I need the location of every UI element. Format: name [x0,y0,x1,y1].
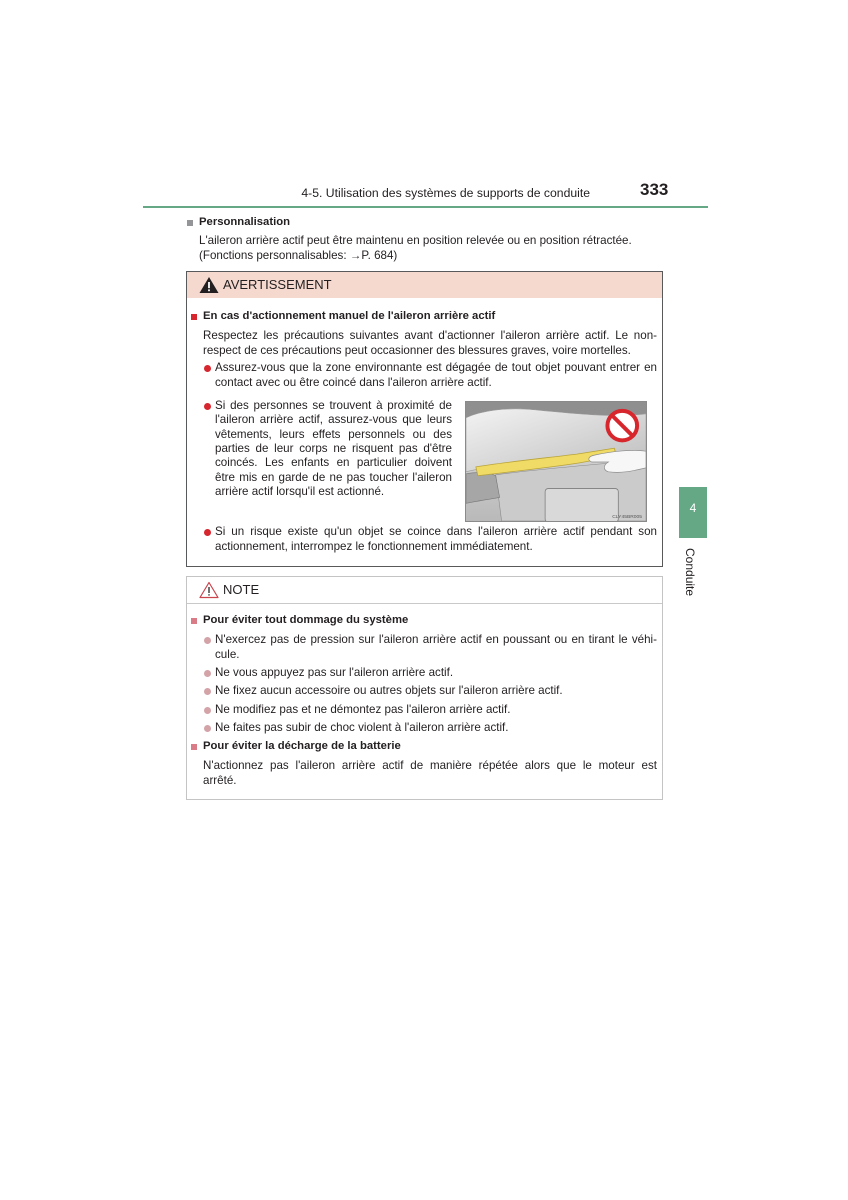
round-bullet-icon [204,403,211,410]
illustration-canvas [466,402,646,521]
warning-box [186,271,663,567]
note-triangle-icon [199,581,219,599]
warning-bullet-line: Assurez-vous que la zone environnante est dégagée de tout objet pouvant entrer en [215,361,657,374]
round-bullet-icon [204,707,211,714]
note-heading: Pour éviter la décharge de la batterie [203,740,401,752]
body-text-line: L'aileron arrière actif peut être maintenu en position relevée ou en position rétractée. [199,234,632,247]
note-label: NOTE [223,582,260,597]
warning-intro-line: Respectez les précautions suivantes avant d'actionner l'aileron arrière actif. Le non- [203,329,657,342]
note-bullet-line: Ne fixez aucun accessoire ou autres objets sur l'aileron arrière actif. [215,684,563,697]
chapter-title: Conduite [683,548,697,597]
chapter-number: 4 [689,501,697,515]
note-bullet-line: N'exercez pas de pression sur l'aileron arrière actif en poussant ou en tirant le véhi- [215,633,657,646]
note-bullet-line: cule. [215,648,240,661]
round-bullet-icon [204,529,211,536]
round-bullet-icon [204,670,211,677]
spoiler-hazard-illustration [465,401,647,522]
figure-code: CLY45BR005 [612,515,643,521]
note-box [186,576,663,800]
round-bullet-icon [204,365,211,372]
note-heading: Pour éviter tout dommage du système [203,614,409,626]
warning-label: AVERTISSEMENT [223,277,332,292]
round-bullet-icon [204,637,211,644]
warning-bullet-line: l'aileron arrière actif, assurez-vous que leurs [215,413,452,426]
section-heading: Personnalisation [199,216,291,228]
note-bullet-line: Ne faites pas subir de choc violent à l'aileron arrière actif. [215,721,509,734]
warning-bullet-line: Si des personnes se trouvent à proximité de [215,399,452,412]
note-bullet-line: Ne modifiez pas et ne démontez pas l'aileron arrière actif. [215,703,511,716]
square-bullet-icon [191,314,197,320]
warning-bullet-line: actionnement, interrompez le fonctionnement immédiatement. [215,540,533,553]
round-bullet-icon [204,725,211,732]
prohibition-icon [607,411,637,441]
square-bullet-icon [191,618,197,624]
warning-bullet-line: contact avec ou être coincé dans l'aileron arrière actif. [215,376,492,389]
warning-bullet-line: parties de leur corps ne risquent pas d'être [215,442,452,455]
note-text-line: N'actionnez pas l'aileron arrière actif de manière répétée alors que le moteur est [203,759,657,772]
body-text-line: (Fonctions personnalisables: →P. 684) [199,249,398,262]
warning-triangle-icon [199,276,219,294]
note-bullet-line: Ne vous appuyez pas sur l'aileron arrière actif. [215,666,454,679]
warning-bullet-line: Si un risque existe qu'un objet se coince dans l'aileron arrière actif pendant son [215,525,657,538]
round-bullet-icon [204,688,211,695]
warning-intro-line: respect de ces précautions peut occasionner des blessures graves, voire mortelles. [203,344,631,357]
note-text-line: arrêté. [203,774,237,787]
chapter-tab [679,487,707,538]
warning-bullet-line: arrière actif lorsqu'il est actionné. [215,485,385,498]
square-bullet-icon [191,744,197,750]
header-rule [143,206,708,208]
page-number: 333 [640,180,669,199]
running-header-title: 4-5. Utilisation des systèmes de supports de conduite [301,186,590,200]
warning-bullet-line: coincés. Les enfants en particulier doivent [215,456,452,469]
warning-bullet-line: être mis en garde de ne pas toucher l'aileron [215,471,452,484]
square-bullet-icon [187,220,193,226]
warning-bullet-line: vêtements, leurs effets personnels ou des [215,428,452,441]
warning-heading: En cas d'actionnement manuel de l'aileron arrière actif [203,310,496,322]
license-plate-recess [545,489,618,521]
